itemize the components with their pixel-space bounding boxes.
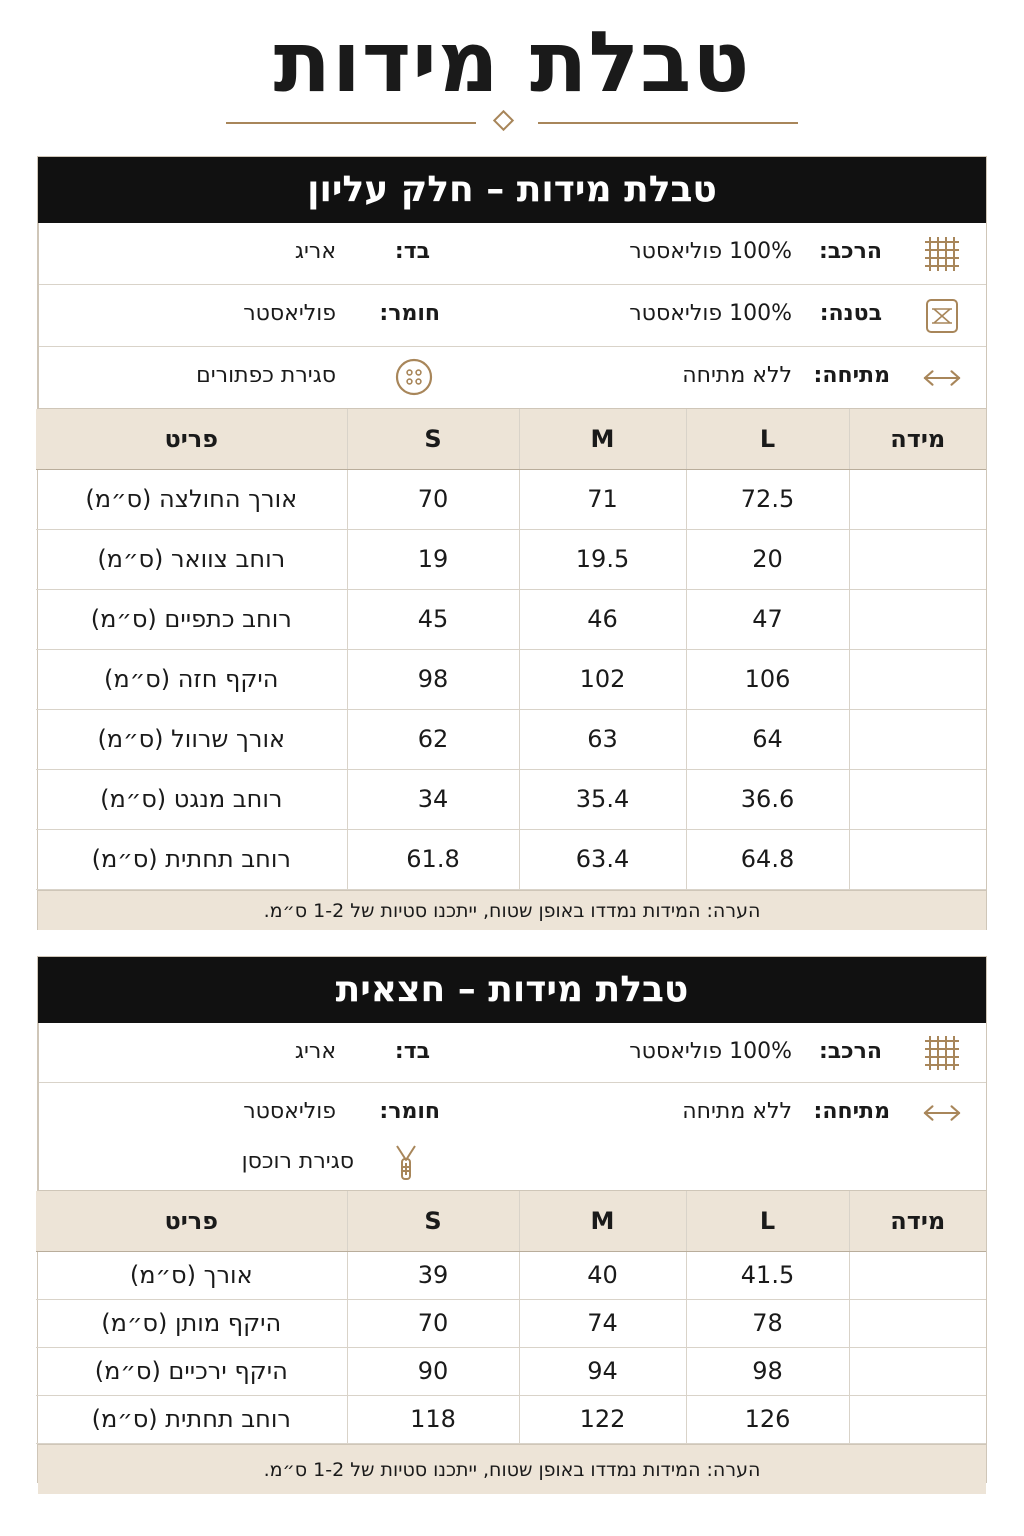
table-row	[36, 769, 986, 829]
measurement-note-top: הערה: המידות נמדדו באופן שטוח, ייתכנו סטיות של 1-2 ס״מ.	[38, 890, 986, 930]
value-l: 36.6	[686, 769, 849, 829]
stretch-value: ללא מתיחה	[682, 1099, 792, 1124]
table-header-row	[36, 409, 986, 469]
fabric-value: אריג	[294, 239, 337, 264]
fabric-row	[39, 1023, 492, 1083]
column-header-l: L	[686, 409, 849, 469]
page-title: טבלת מידות	[273, 13, 751, 111]
value-m: 40	[519, 1251, 686, 1299]
item-name: אורך החולצה (ס״מ)	[36, 469, 347, 529]
table-header-row	[36, 1191, 986, 1251]
table-row	[36, 1299, 986, 1347]
value-l: 64	[686, 709, 849, 769]
fabric-label: בד:	[394, 1039, 431, 1064]
skirt-info-panel	[38, 1023, 986, 1191]
size-cell	[849, 469, 986, 529]
value-m: 35.4	[519, 769, 686, 829]
closure-value: סגירת כפתורים	[196, 363, 337, 388]
composition-value: 100% פוליאסטר	[629, 239, 792, 264]
size-cell	[849, 1251, 986, 1299]
material-value: פוליאסטר	[243, 1099, 337, 1124]
item-name: רוחב מנגט (ס״מ)	[36, 769, 347, 829]
fabric-value: אריג	[294, 1039, 337, 1064]
value-m: 71	[519, 469, 686, 529]
stretch-arrows-icon	[922, 1093, 962, 1133]
value-l: 98	[686, 1347, 849, 1395]
value-m: 122	[519, 1395, 686, 1443]
value-s: 62	[347, 709, 519, 769]
material-row	[39, 285, 492, 347]
value-l: 72.5	[686, 469, 849, 529]
fabric-row	[39, 223, 492, 285]
item-name: רוחב כתפיים (ס״מ)	[36, 589, 347, 649]
value-l: 20	[686, 529, 849, 589]
fabric-weave-icon	[922, 1033, 962, 1073]
column-header-size: מידה	[849, 409, 986, 469]
size-cell	[849, 1347, 986, 1395]
lining-icon	[922, 296, 962, 336]
column-header-size: מידה	[849, 1191, 986, 1251]
column-header-s: S	[347, 1191, 519, 1251]
section-heading-skirt: טבלת מידות – חצאית	[38, 957, 986, 1023]
composition-label: הרכב:	[818, 1039, 882, 1064]
column-header-item: פריט	[36, 409, 347, 469]
size-cell	[849, 1395, 986, 1443]
stretch-label: מתיחה:	[813, 363, 890, 388]
item-name: רוחב תחתית (ס״מ)	[36, 829, 347, 889]
item-name: רוחב צוואר (ס״מ)	[36, 529, 347, 589]
value-s: 61.8	[347, 829, 519, 889]
material-label: חומר:	[379, 1099, 441, 1124]
value-l: 78	[686, 1299, 849, 1347]
composition-row	[492, 223, 986, 285]
value-l: 47	[686, 589, 849, 649]
item-name: רוחב תחתית (ס״מ)	[36, 1395, 347, 1443]
stretch-arrows-icon	[922, 358, 962, 398]
lining-row	[492, 285, 986, 347]
value-m: 19.5	[519, 529, 686, 589]
table-row	[36, 469, 986, 529]
size-table-top	[36, 409, 986, 890]
size-cell	[849, 589, 986, 649]
value-l: 41.5	[686, 1251, 849, 1299]
value-s: 45	[347, 589, 519, 649]
lining-label: בטנה:	[819, 301, 882, 326]
column-header-s: S	[347, 409, 519, 469]
column-header-item: פריט	[36, 1191, 347, 1251]
fabric-label: בד:	[394, 239, 431, 264]
divider-ornament	[226, 108, 798, 138]
value-m: 46	[519, 589, 686, 649]
closure-value: סגירת רוכסן	[241, 1149, 355, 1174]
item-name: אורך שרוול (ס״מ)	[36, 709, 347, 769]
value-s: 118	[347, 1395, 519, 1443]
material-value: פוליאסטר	[243, 301, 337, 326]
value-m: 94	[519, 1347, 686, 1395]
table-row	[36, 1251, 986, 1299]
size-cell	[849, 769, 986, 829]
table-row	[36, 649, 986, 709]
stretch-value: ללא מתיחה	[682, 363, 792, 388]
zipper-icon	[386, 1143, 426, 1183]
size-cell	[849, 649, 986, 709]
closure-row	[39, 347, 492, 409]
top-info-panel	[38, 223, 986, 409]
size-chart-top	[37, 156, 987, 930]
value-s: 70	[347, 469, 519, 529]
stretch-row	[492, 347, 986, 409]
stretch-row	[492, 1083, 986, 1191]
item-name: היקף ירכיים (ס״מ)	[36, 1347, 347, 1395]
lining-value: 100% פוליאסטר	[629, 301, 792, 326]
value-m: 63.4	[519, 829, 686, 889]
item-name: היקף מותן (ס״מ)	[36, 1299, 347, 1347]
value-m: 74	[519, 1299, 686, 1347]
table-row	[36, 829, 986, 889]
value-m: 102	[519, 649, 686, 709]
size-cell	[849, 829, 986, 889]
size-table-skirt	[36, 1191, 986, 1444]
item-name: היקף חזה (ס״מ)	[36, 649, 347, 709]
composition-value: 100% פוליאסטר	[629, 1039, 792, 1064]
value-s: 70	[347, 1299, 519, 1347]
size-cell	[849, 1299, 986, 1347]
button-icon	[394, 357, 434, 397]
value-s: 39	[347, 1251, 519, 1299]
value-l: 106	[686, 649, 849, 709]
fabric-weave-icon	[922, 234, 962, 274]
table-row	[36, 1347, 986, 1395]
table-row	[36, 589, 986, 649]
value-l: 64.8	[686, 829, 849, 889]
material-label: חומר:	[379, 301, 441, 326]
value-s: 34	[347, 769, 519, 829]
composition-label: הרכב:	[818, 239, 882, 264]
size-cell	[849, 529, 986, 589]
measurement-note-skirt: הערה: המידות נמדדו באופן שטוח, ייתכנו סטיות של 1-2 ס״מ.	[38, 1444, 986, 1494]
composition-row	[492, 1023, 986, 1083]
table-row	[36, 709, 986, 769]
section-heading-top: טבלת מידות – חלק עליון	[38, 157, 986, 223]
value-m: 63	[519, 709, 686, 769]
column-header-m: M	[519, 409, 686, 469]
table-row	[36, 529, 986, 589]
column-header-m: M	[519, 1191, 686, 1251]
stretch-label: מתיחה:	[813, 1099, 890, 1124]
size-cell	[849, 709, 986, 769]
item-name: אורך (ס״מ)	[36, 1251, 347, 1299]
size-chart-skirt	[37, 956, 987, 1483]
value-s: 90	[347, 1347, 519, 1395]
value-l: 126	[686, 1395, 849, 1443]
column-header-l: L	[686, 1191, 849, 1251]
value-s: 19	[347, 529, 519, 589]
value-s: 98	[347, 649, 519, 709]
table-row	[36, 1395, 986, 1443]
material-closure-block	[39, 1083, 492, 1191]
